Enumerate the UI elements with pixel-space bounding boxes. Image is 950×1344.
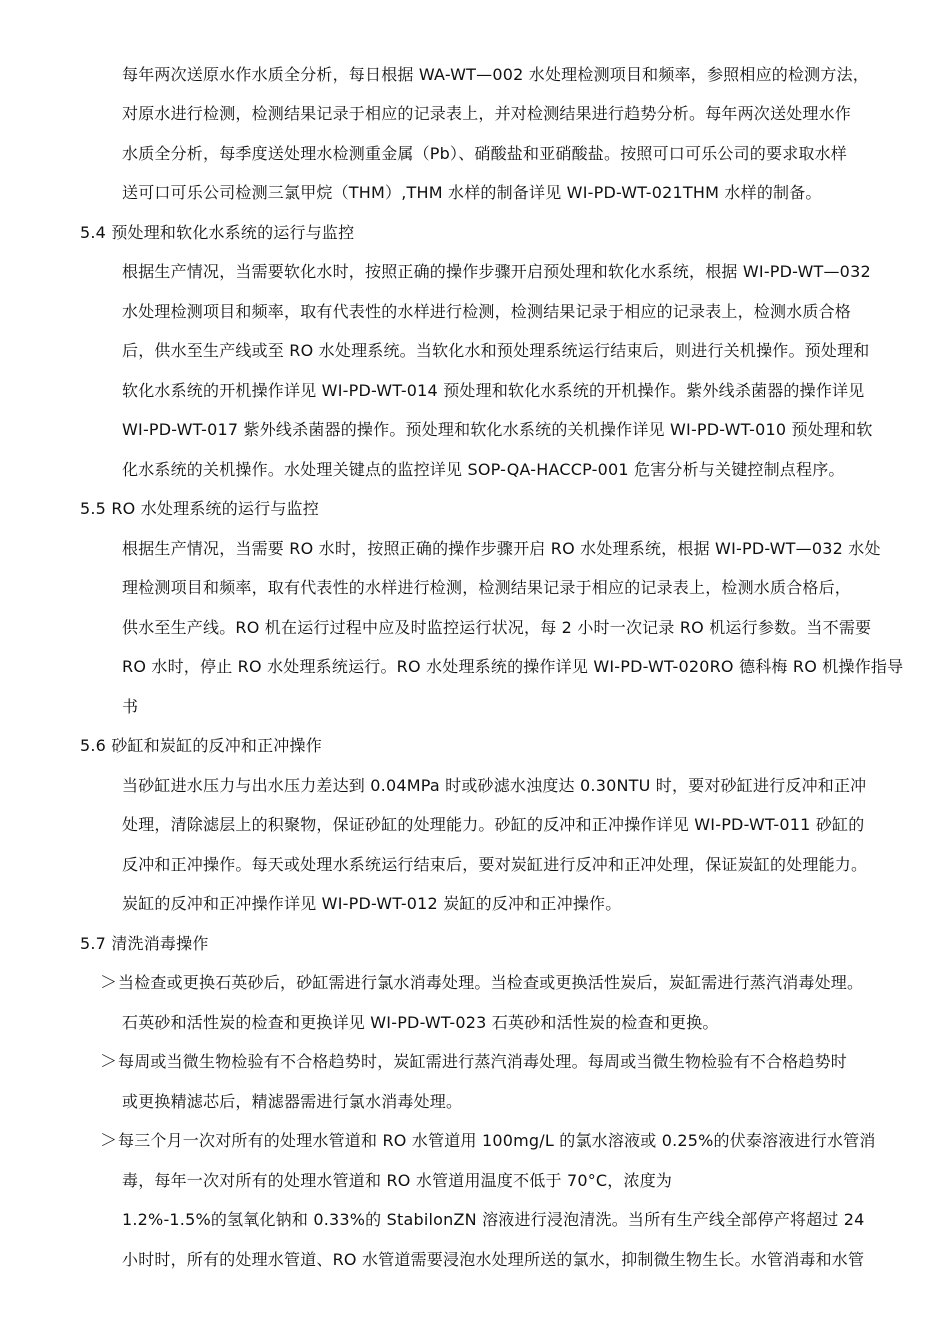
s57-bullet-3-line-3: 1.2%-1.5%的氢氧化钠和 0.33%的 StabilonZN 溶液进行浸泡清洗。当所有生产线全部停产将超过 24 xyxy=(122,1210,865,1229)
s54-line-2: 水处理检测项目和频率，取有代表性的水样进行检测，检测结果记录于相应的记录表上，检测水质合格 xyxy=(122,302,852,321)
s55-line-2: 理检测项目和频率，取有代表性的水样进行检测，检测结果记录于相应的记录表上，检测水质合格后， xyxy=(122,578,852,597)
intro-line-4: 送可口可乐公司检测三氯甲烷（THM）,THM 水样的制备详见 WI-PD-WT-021THM 水样的制备。 xyxy=(122,183,822,202)
s54-line-3: 后，供水至生产线或至 RO 水处理系统。当软化水和预处理系统运行结束后，则进行关机操作。预处理和 xyxy=(122,341,870,360)
s57-bullet-1-line-2: 石英砂和活性炭的检查和更换详见 WI-PD-WT-023 石英砂和活性炭的检查和更换。 xyxy=(122,1013,719,1032)
intro-line-1: 每年两次送原水作水质全分析，每日根据 WA-WT—002 水处理检测项目和频率，参照相应的检测方法， xyxy=(122,65,869,84)
s57-bullet-1-line-1: 当检查或更换石英砂后，砂缸需进行氯水消毒处理。当检查或更换活性炭后，炭缸需进行蒸汽消毒处理。 xyxy=(118,973,864,992)
s56-line-1: 当砂缸进水压力与出水压力差达到 0.04MPa 时或砂滤水浊度达 0.30NTU 时，要对砂缸进行反冲和正冲 xyxy=(122,776,867,795)
section-5-4-heading: 5.4 预处理和软化水系统的运行与监控 xyxy=(80,223,355,242)
bullet-arrow-icon: ＞ xyxy=(100,973,118,993)
s56-line-2: 处理，清除滤层上的积聚物，保证砂缸的处理能力。砂缸的反冲和正冲操作详见 WI-PD-WT-011 砂缸的 xyxy=(122,815,865,834)
s57-bullet-3-line-1: 每三个月一次对所有的处理水管道和 RO 水管道用 100mg/L 的氯水溶液或 0.25%的伏泰溶液进行水管消 xyxy=(118,1131,876,1150)
s54-line-4: 软化水系统的开机操作详见 WI-PD-WT-014 预处理和软化水系统的开机操作。紫外线杀菌器的操作详见 xyxy=(122,381,865,400)
section-5-5-heading: 5.5 RO 水处理系统的运行与监控 xyxy=(80,499,319,518)
s55-line-4: RO 水时，停止 RO 水处理系统运行。RO 水处理系统的操作详见 WI-PD-WT-020RO 德科梅 RO 机操作指导 xyxy=(122,657,904,676)
s57-bullet-3-line-4: 小时时，所有的处理水管道、RO 水管道需要浸泡水处理所送的氯水，抑制微生物生长。水管消毒和水管 xyxy=(122,1250,865,1269)
s56-line-4: 炭缸的反冲和正冲操作详见 WI-PD-WT-012 炭缸的反冲和正冲操作。 xyxy=(122,894,622,913)
intro-line-2: 对原水进行检测，检测结果记录于相应的记录表上，并对检测结果进行趋势分析。每年两次送处理水作 xyxy=(122,104,852,123)
bullet-arrow-icon: ＞ xyxy=(100,1052,118,1072)
s55-line-5: 书 xyxy=(122,697,139,716)
s55-line-1: 根据生产情况，当需要 RO 水时，按照正确的操作步骤开启 RO 水处理系统，根据 WI-PD-WT—032 水处 xyxy=(122,539,881,558)
intro-line-3: 水质全分析，每季度送处理水检测重金属（Pb）、硝酸盐和亚硝酸盐。按照可口可乐公司的要求取水样 xyxy=(122,144,848,163)
s54-line-1: 根据生产情况，当需要软化水时，按照正确的操作步骤开启预处理和软化水系统，根据 WI-PD-WT—032 xyxy=(122,262,871,281)
s57-bullet-2-line-2: 或更换精滤芯后，精滤器需进行氯水消毒处理。 xyxy=(122,1092,463,1111)
s55-line-3: 供水至生产线。RO 机在运行过程中应及时监控运行状况，每 2 小时一次记录 RO 机运行参数。当不需要 xyxy=(122,618,872,637)
bullet-arrow-icon: ＞ xyxy=(100,1131,118,1151)
s54-line-5: WI-PD-WT-017 紫外线杀菌器的操作。预处理和软化水系统的关机操作详见 WI-PD-WT-010 预处理和软 xyxy=(122,420,873,439)
section-5-6-heading: 5.6 砂缸和炭缸的反冲和正冲操作 xyxy=(80,736,322,755)
s57-bullet-3-line-2: 毒，每年一次对所有的处理水管道和 RO 水管道用温度不低于 70°C，浓度为 xyxy=(122,1171,673,1190)
s56-line-3: 反冲和正冲操作。每天或处理水系统运行结束后，要对炭缸进行反冲和正冲处理，保证炭缸的处理能力。 xyxy=(122,855,868,874)
section-5-7-heading: 5.7 清洗消毒操作 xyxy=(80,934,209,953)
s54-line-6: 化水系统的关机操作。水处理关键点的监控详见 SOP-QA-HACCP-001 危害分析与关键控制点程序。 xyxy=(122,460,845,479)
s57-bullet-2-line-1: 每周或当微生物检验有不合格趋势时，炭缸需进行蒸汽消毒处理。每周或当微生物检验有不合格趋势时 xyxy=(118,1052,848,1071)
